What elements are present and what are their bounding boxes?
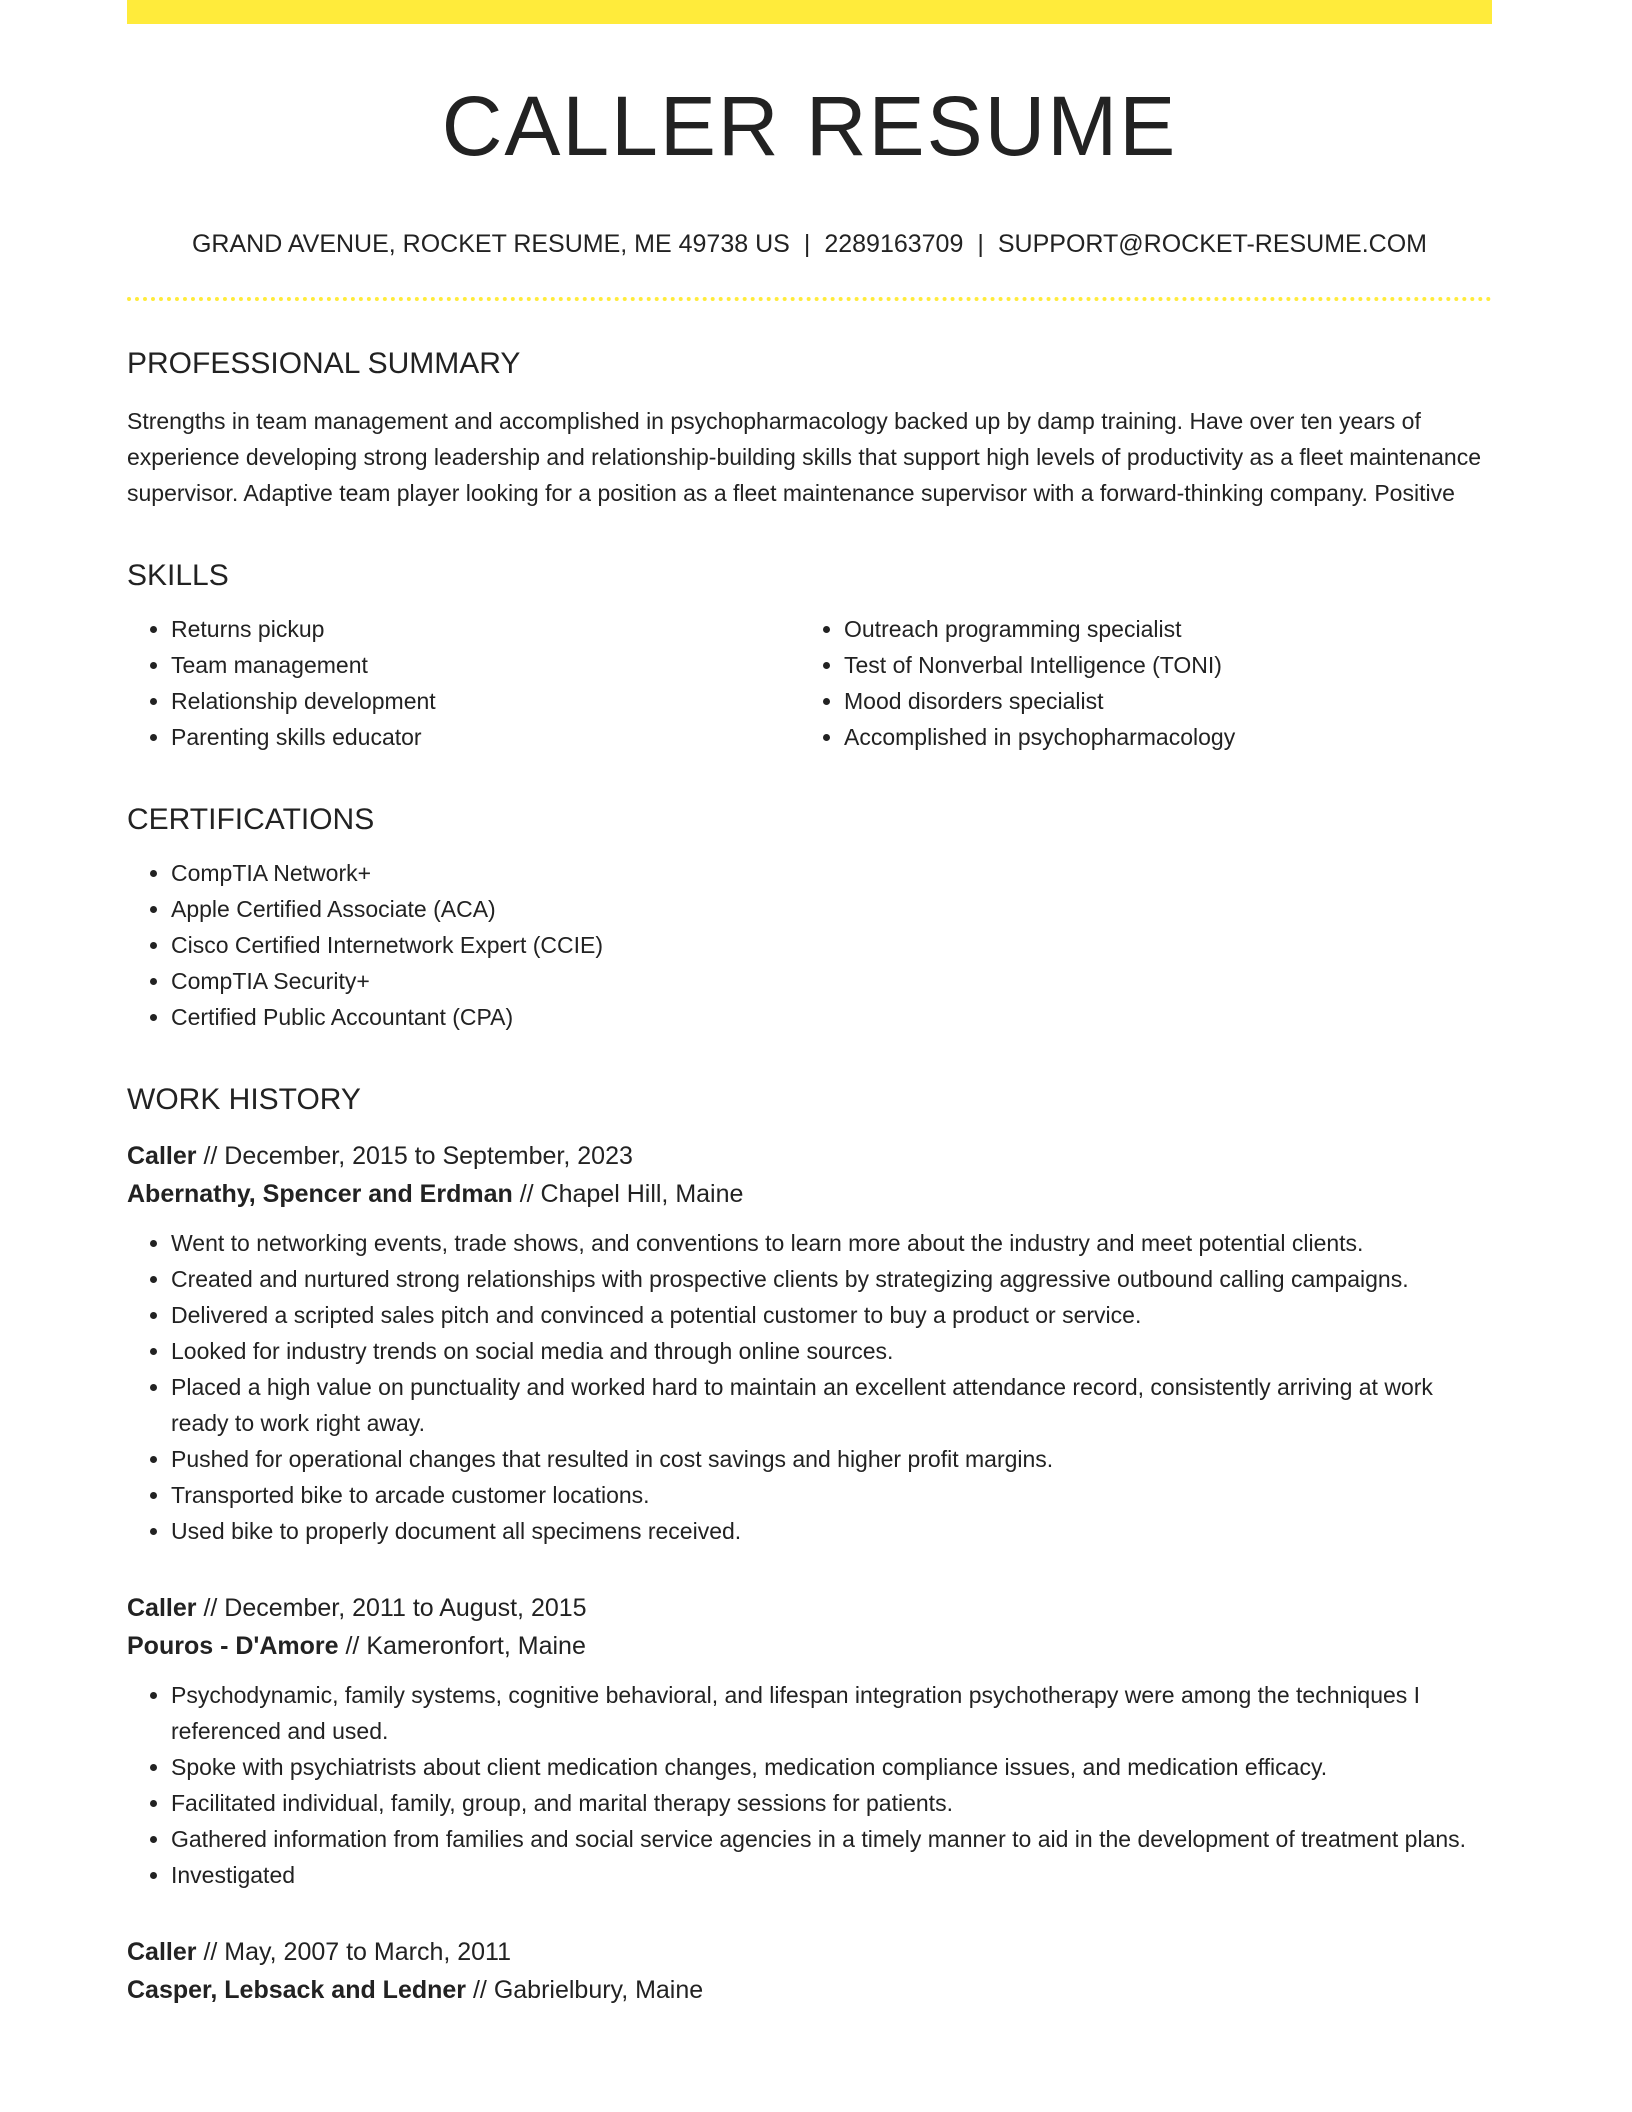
skills-grid <box>127 611 1492 755</box>
job-bullet: • Transported bike to arcade customer locations. <box>171 1477 1492 1513</box>
resume-title: CALLER RESUME <box>441 79 1178 173</box>
job-title-line <box>127 1137 1492 1175</box>
job-dates: // May, 2007 to March, 2011 <box>203 1938 512 1966</box>
job-bullet: • Investigated <box>171 1857 1492 1893</box>
job-location: // Kameronfort, Maine <box>345 1632 586 1660</box>
summary-heading: PROFESSIONAL SUMMARY <box>127 347 521 380</box>
skills-list-right <box>800 611 1235 755</box>
top-accent-bar <box>127 0 1492 24</box>
job-bullet: • Psychodynamic, family systems, cognitive behavioral, and lifespan integration psychotherapy were among the techniques I referenced and used. <box>171 1677 1492 1749</box>
skill-item: • Parenting skills educator <box>171 719 800 755</box>
certification-item: • Certified Public Accountant (CPA) <box>171 999 1492 1035</box>
job-bullet: • Placed a high value on punctuality and worked hard to maintain an excellent attendance record, consistently arriving at work ready to work right away. <box>171 1369 1492 1441</box>
job-entry <box>127 1933 1492 2009</box>
job-bullet: • Created and nurtured strong relationships with prospective clients by strategizing aggressive outbound calling campaigns. <box>171 1261 1492 1297</box>
skill-item: • Team management <box>171 647 800 683</box>
job-bullet: • Pushed for operational changes that resulted in cost savings and higher profit margins. <box>171 1441 1492 1477</box>
contact-address: GRAND AVENUE, ROCKET RESUME, ME 49738 US <box>191 230 790 258</box>
resume-page <box>127 0 1492 2009</box>
job-title: Caller <box>127 1142 197 1170</box>
job-location: // Chapel Hill, Maine <box>519 1180 744 1208</box>
certification-item: • Cisco Certified Internetwork Expert (CCIE) <box>171 927 1492 963</box>
certification-item: • Apple Certified Associate (ACA) <box>171 891 1492 927</box>
job-entry <box>127 1589 1492 1893</box>
job-company: Abernathy, Spencer and Erdman <box>127 1180 513 1208</box>
job-bullet: • Facilitated individual, family, group, and marital therapy sessions for patients. <box>171 1785 1492 1821</box>
job-company: Casper, Lebsack and Ledner <box>127 1976 467 2004</box>
contact-email: SUPPORT@ROCKET-RESUME.COM <box>997 230 1428 258</box>
job-title-line <box>127 1589 1492 1627</box>
dotted-divider <box>127 297 1492 301</box>
job-bullets <box>127 1677 1492 1893</box>
job-title: Caller <box>127 1938 197 1966</box>
job-company-line <box>127 1627 1492 1665</box>
certification-item: • CompTIA Security+ <box>171 963 1492 999</box>
job-bullet: • Delivered a scripted sales pitch and convinced a potential customer to buy a product or service. <box>171 1297 1492 1333</box>
work-history-section <box>127 1085 1492 2009</box>
job-title-line <box>127 1933 1492 1971</box>
certifications-section <box>127 805 1492 1035</box>
contact-separator: | <box>803 230 811 258</box>
skill-item: • Returns pickup <box>171 611 800 647</box>
job-entry <box>127 1137 1492 1549</box>
contact-line <box>127 232 1492 257</box>
work-history-heading: WORK HISTORY <box>127 1083 361 1116</box>
skills-list-left <box>127 611 800 755</box>
contact-phone: 2289163709 <box>824 230 964 258</box>
job-bullet: • Went to networking events, trade shows, and conventions to learn more about the industry and meet potential clients. <box>171 1225 1492 1261</box>
job-bullet: • Used bike to properly document all specimens received. <box>171 1513 1492 1549</box>
job-dates: // December, 2011 to August, 2015 <box>203 1594 587 1622</box>
job-bullet: • Gathered information from families and social service agencies in a timely manner to aid in the development of treatment plans. <box>171 1821 1492 1857</box>
job-dates: // December, 2015 to September, 2023 <box>203 1142 633 1170</box>
certifications-list <box>127 855 1492 1035</box>
certification-item: • CompTIA Network+ <box>171 855 1492 891</box>
skill-item: • Test of Nonverbal Intelligence (TONI) <box>844 647 1235 683</box>
job-company: Pouros - D'Amore <box>127 1632 339 1660</box>
job-location: // Gabrielbury, Maine <box>472 1976 704 2004</box>
job-company-line <box>127 1175 1492 1213</box>
skills-heading: SKILLS <box>127 559 229 592</box>
skill-item: • Mood disorders specialist <box>844 683 1235 719</box>
skill-item: • Relationship development <box>171 683 800 719</box>
job-company-line <box>127 1971 1492 2009</box>
summary-text: Strengths in team management and accomplished in psychopharmacology backed up by damp training. Have over ten years of experience developing strong leadership and relationship-building skills that support high levels of productivity as a fleet maintenance supervisor. Adaptive team player looking for a position as a fleet maintenance supervisor with a forward-thinking company. Positive <box>127 408 1481 506</box>
job-bullet: • Spoke with psychiatrists about client medication changes, medication compliance issues, and medication efficacy. <box>171 1749 1492 1785</box>
skill-item: • Accomplished in psychopharmacology <box>844 719 1235 755</box>
summary-section <box>127 349 1492 511</box>
skills-section <box>127 561 1492 755</box>
job-bullets <box>127 1225 1492 1549</box>
job-bullet: • Looked for industry trends on social media and through online sources. <box>171 1333 1492 1369</box>
skill-item: • Outreach programming specialist <box>844 611 1235 647</box>
job-title: Caller <box>127 1594 197 1622</box>
contact-separator: | <box>977 230 984 258</box>
certifications-heading: CERTIFICATIONS <box>127 803 375 836</box>
